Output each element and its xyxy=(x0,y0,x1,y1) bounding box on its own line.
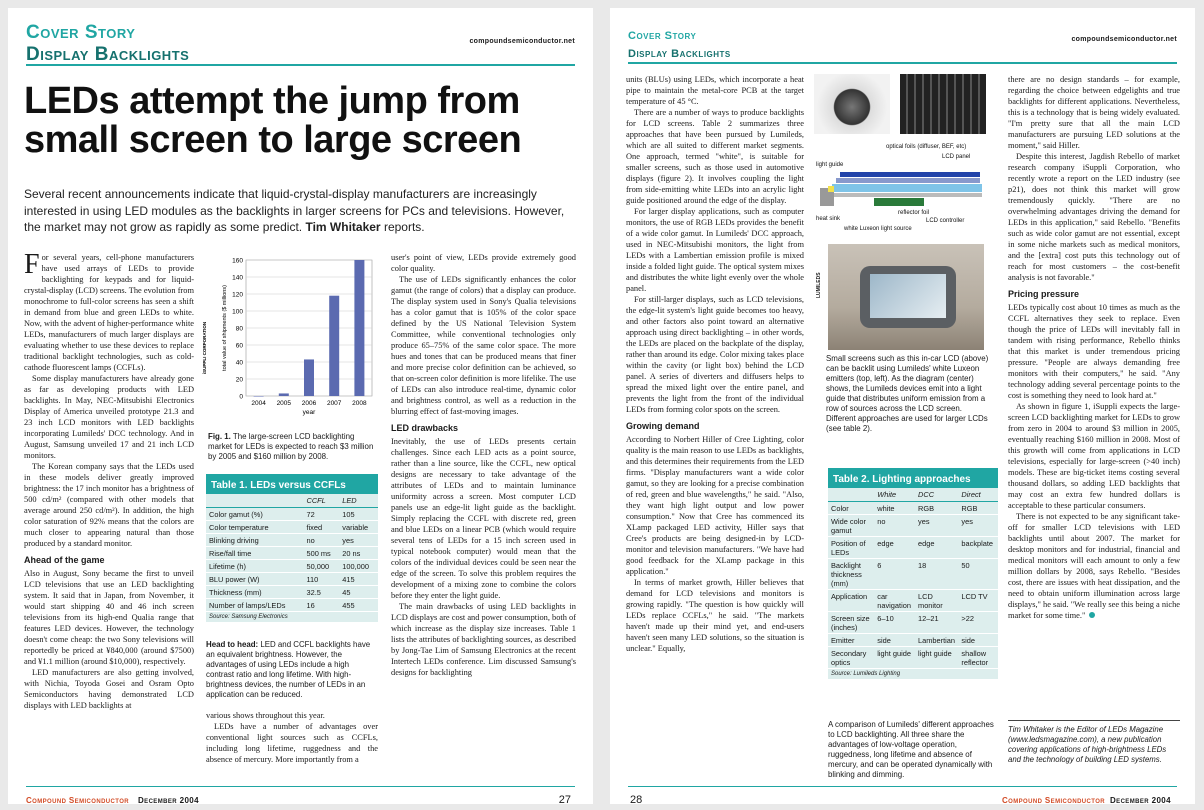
x-tick-label: 2005 xyxy=(276,400,292,407)
cover-story-label: Cover Story xyxy=(628,30,697,42)
table-cell: 110 xyxy=(303,573,339,586)
lcd-panel-shape xyxy=(840,172,980,177)
row-label: Blinking driving xyxy=(206,534,303,547)
column-1: For several years, cell-phone manufacturers have used arrays of LEDs to provide backlighting for keypads and for liquid-crystal-display (LCD) screens. The evolution from monochrome to full-color screens has seen a shift in demand from blue and green LEDs to white. Now, with the advent of higher-performance white LEDs, manufacturers of much larger displays are evaluating whether to use these devices to replace traditional backlight technologies, such as cold-cathode fluorescent lamps (CCFLs). Some display manufacturers have already gone as far as developing products with LED backlights. In May, NEC-Mitsubishi Electronics Display of America unveiled prototype 21.3 and 23 inch LCD monitors with LED backlights incorporating Lumileds' DCC technology. And in August, Samsung unveiled 17 and 21 inch LCD monitors. The Korean company says that the LEDs used in these models deliver greatly improved brightness: the 17 inch monitor has a brightness of 500 cd/m² (compared with other models that average around 250 cd/m²). In addition, the high color saturation of 92% means that the colors are much closer to appearing natural than those produced by a standard monitor. Ahead of the game Also in August, Sony became the first to unveil LCD televisions that use an LED backlighting system. It said that in Japan, from November, it would start shipping 40 and 46 inch screen televisions from its high-end Qualia range that features LED devices. However, the technology doesn't come cheap: the two Sony televisions will reportedly be priced at ¥840,000 (around $7500) and ¥1.1 million (around $10,000), respectively. LED manufacturers are also getting involved, with Nichia, Toyoda Gosei and Osram Opto Semiconductors having demonstrated LCD displays with LED backlights at xyxy=(24,249,194,710)
table-cell: backplate xyxy=(958,537,998,559)
x-tick-label: 2006 xyxy=(301,400,317,407)
luxeon-emitter-photo xyxy=(814,74,890,134)
dropcap: F xyxy=(24,249,40,280)
table-row xyxy=(206,560,378,573)
column-1: units (BLUs) using LEDs, which incorporate a heat pipe to maintain the metal-core PCB at the target temperature of 45 °C. There are a number of ways to produce backlights for LCD screens. Table 2 summarizes three approaches that have been pursued by Lumileds, which are all suited to different market segments. One approach, termed "white", is suitable for smaller screens, such as those used in automotive displays (figure 2). It involves coupling the light from side-emitting white LEDs into an acrylic light guide positioned around the edge of the display. For larger display applications, such as computer monitors, the use of RGB LEDs provides the benefit of a wide color gamut. In Lumileds' DCC approach, used in NEC-Mitsubishi monitors, the light from LEDs with a Lambertian emission profile is mixed inside a folded light guide. The optical system mixes and distributes the white light evenly over the whole panel. For still-larger displays, such as LCD televisions, the edge-lit system's light guide becomes too heavy, and other factors also point toward an alternative approach using direct backlighting – in other words, the LEDs are placed on the backplate of the display, rather than around its edge. Color mixing takes place within the cavity (or light box) behind the LCD panel. A series of diverters and diffusers helps to spread the mixed light over the entire panel, and prevents the light from the front of the individual LEDs from forming color spots on the screen. Growing demand According to Norbert Hiller of Cree Lighting, color quality is the main reason to use LEDs as backlights, and this determines their requirements from the LED firms. "Display manufacturers want a wide color gamut, so they are looking for a precise combination of red, green and blue wavelengths," he said. "Also, they want high light output and low power consumption." Now that Cree has commenced its XLamp packaged LED activity, Hiller says that Cree's products are being designed-in by LCD-monitor and television manufacturers. "We have had good feedback for the XLamp package in this application." In terms of market growth, Hiller believes that demand for LCD televisions and monitors is growing rapidly. "The question is how quickly will LEDs replace CCFLs," he said. "The markets haven't made up their mind yet, and end-users haven't seen many LED solutions, so the situation is unclear." Equally, xyxy=(626,75,804,653)
end-mark xyxy=(1089,612,1095,618)
row-label: Secondary optics xyxy=(828,647,874,669)
table-2-source: Source: Lumileds Lighting xyxy=(831,671,901,677)
column-3: user's point of view, LEDs provide extremely good color quality. The use of LEDs significantly enhances the color gamut (the range of colors) that a display can produce. The display system used in Sony's Qualia televisions has a color gamut that is 105% of the color space defined by the US National Television System Committee, while conventional technologies only produce 65–75% of the same color space. The more hues and tones that can be produced means that finer and more precise color definition can be achieved, so that on-screen color definition is more lifelike. The use of LEDs can also introduce real-time, dynamic color and brightness control, as well as a reduction in the blurring effect of fast-moving images. LED drawbacks Inevitably, the use of LEDs presents certain challenges. Since each LED acts as a point source, rather than a line source, like the CCFL, new optical designs are necessary to take advantage of the attributes of LEDs and to maintain luminance uniformity across a screen. Most computer LCD panels use an edge-lit light guide as the backlight. Simply replacing the CCFL with discrete red, green and blue LEDs on a linear PCB (which would require several tens of LEDs for a 15 inch screen used in typical notebook computer) would mean that the colors of the individual devices could be seen near the edge of the screen. To solve this problem requires the development of a mixing zone to combine the colors before they enter the light guide. The main drawbacks of using LED backlights in LCD displays are cost and power consumption, both of which increase as the display size increases. Table 1 lists the attributes of backlighting sources, as described by Jong-Tae Lim of Samsung Electronics at the recent Intertech LEDs conference. Lim discussed Samsung's designs for backlighting xyxy=(391,253,576,677)
y-tick-label: 160 xyxy=(232,257,243,265)
site-url: compoundsemiconductor.net xyxy=(1071,36,1177,43)
table-cell: 12–21 xyxy=(915,612,958,634)
page-title: LEDs attempt the jump from small screen to large screen xyxy=(24,80,522,161)
table-cell: 45 xyxy=(339,586,378,599)
subhead-growing: Growing demand xyxy=(626,421,700,431)
subhead-pricing: Pricing pressure xyxy=(1008,289,1080,299)
label-reflector-foil: reflector foil xyxy=(898,210,930,216)
bar xyxy=(354,260,364,396)
table-cell: RGB xyxy=(915,502,958,515)
x-axis-label: year xyxy=(302,409,316,416)
table-cell: no xyxy=(303,534,339,547)
row-label: Number of lamps/LEDs xyxy=(206,599,303,612)
table-1-caption: Head to head: LED and CCFL backlights have an equivalent brightness. However, the advantages of using LEDs include a high contrast ratio and long lifetime. With high-brightness devices, the number of LEDs in an application can be reduced. xyxy=(206,640,371,699)
y-tick-label: 100 xyxy=(232,308,243,316)
table-cell: 105 xyxy=(339,508,378,521)
subhead-ahead: Ahead of the game xyxy=(24,555,105,565)
table-cell: edge xyxy=(874,537,915,559)
bar xyxy=(254,396,264,397)
footer-date: December 2004 xyxy=(1110,796,1171,804)
row-label: Position of LEDs xyxy=(828,537,874,559)
column-2-bottom: various shows throughout this year. LEDs have a number of advantages over conventional light sources such as CCFLs, including long lifetime, ruggedness and the absence of mercury. More importantly from a xyxy=(206,711,378,764)
table-cell: no xyxy=(874,515,915,537)
y-tick-label: 120 xyxy=(232,291,243,299)
table-cell: 6–10 xyxy=(874,612,915,634)
footer-rule xyxy=(628,786,1177,787)
table-row xyxy=(828,590,998,612)
label-light-guide: light guide xyxy=(816,162,844,168)
table-row xyxy=(206,508,378,521)
table-1: Table 1. LEDs versus CCFLs CCFL LED Color gamut (%) 72 105 Color temperature fixed variable Blinking driving no yes Rise/fall time 500 ms 20 ns Lifetime (h) 50,000 100,000 BLU power (W) 110 415 Thickness (mm) 32.5 45 Number of lamps/LEDs 16 455 Source: Samsung Electronics xyxy=(206,474,378,622)
y-tick-label: 20 xyxy=(235,376,243,384)
bar xyxy=(279,393,289,396)
section-label: Display Backlights xyxy=(628,48,731,60)
table-row xyxy=(206,586,378,599)
figure-2-caption: Small screens such as this in-car LCD (above) can be backlit using Lumileds' white Luxeon emitters (top, left). As the diagram (center) shows, the Lumileds devices emit into a light guide that distributes uniform emission from a row of sources across the LCD screen. Different approaches are used for larger LCDs (see table 2). xyxy=(826,354,989,433)
chart-credit: iSUPPLI CORPORATION xyxy=(202,321,207,375)
y-tick-label: 0 xyxy=(239,393,243,401)
footer-publication: Compound Semiconductor xyxy=(1002,796,1106,804)
table-cell: 6 xyxy=(874,559,915,590)
row-label: Color temperature xyxy=(206,521,303,534)
table-cell: >22 xyxy=(958,612,998,634)
row-label: Backlight thickness (mm) xyxy=(828,559,874,590)
table-cell: 50 xyxy=(958,559,998,590)
table-row xyxy=(206,521,378,534)
in-car-lcd-photo xyxy=(828,244,984,350)
table-cell: 455 xyxy=(339,599,378,612)
y-axis-label: total value of shipments ($ millions) xyxy=(222,285,228,371)
y-tick-label: 60 xyxy=(235,342,243,350)
label-lcd-controller: LCD controller xyxy=(926,218,965,224)
row-label: BLU power (W) xyxy=(206,573,303,586)
table-cell: 50,000 xyxy=(303,560,339,573)
table-cell: edge xyxy=(915,537,958,559)
lcd-controller-shape xyxy=(874,198,924,206)
cover-story-label: Cover Story xyxy=(26,22,136,43)
standfirst: Several recent announcements indicate that liquid-crystal-display manufacturers are increasingly interested in using LED modules as the backlights in larger screens for PCs and televisions. However, the market may not grow as rapidly as some predict. Tim Whitaker reports. xyxy=(24,187,565,234)
subhead-drawbacks: LED drawbacks xyxy=(391,423,459,433)
row-label: Screen size (inches) xyxy=(828,612,874,634)
footer-date: December 2004 xyxy=(138,796,199,804)
table-cell: RGB xyxy=(958,502,998,515)
light-guide-shape xyxy=(832,184,982,192)
site-url: compoundsemiconductor.net xyxy=(469,38,575,45)
row-label: Color xyxy=(828,502,874,515)
optical-foils-shape xyxy=(836,178,980,183)
table-cell: side xyxy=(958,634,998,647)
row-label: Emitter xyxy=(828,634,874,647)
x-tick-label: 2004 xyxy=(251,400,266,407)
y-tick-label: 40 xyxy=(235,359,243,367)
table-cell: light guide xyxy=(915,647,958,669)
table-cell: side xyxy=(874,634,915,647)
table-cell: 500 ms xyxy=(303,547,339,560)
y-tick-label: 80 xyxy=(235,325,243,333)
table-row xyxy=(828,559,998,590)
section-label: Display Backlights xyxy=(26,44,190,65)
table-cell: Lambertian xyxy=(915,634,958,647)
label-optical-foils: optical foils (diffuser, BEF, etc) xyxy=(886,144,967,150)
table-row xyxy=(828,647,998,669)
y-tick-label: 140 xyxy=(232,274,243,282)
table-2: Table 2. Lighting approaches White DCC Direct Color white RGB RGB Wide color gamut no yes yes Position of LEDs edge edge backplate Backlight thickness (mm) 6 18 50 Application car navigation LCD monitor LCD TV Screen size (inches) 6–10 12–21 >22 Emitter side Lambertian side Secondary optics light guide light guide shallow reflector Source: Lumileds Lighting xyxy=(828,468,998,679)
table-1-source: Source: Samsung Electronics xyxy=(209,614,288,620)
table-row xyxy=(206,573,378,586)
table-cell: 100,000 xyxy=(339,560,378,573)
footer-publication: Compound Semiconductor xyxy=(26,796,130,804)
table-cell: yes xyxy=(958,515,998,537)
row-label: Color gamut (%) xyxy=(206,508,303,521)
table-cell: 20 ns xyxy=(339,547,378,560)
photo-credit: LUMILEDS xyxy=(816,272,822,298)
table-cell: yes xyxy=(915,515,958,537)
table-1-title: Table 1. LEDs versus CCFLs xyxy=(206,477,378,494)
column-3: there are no design standards – for example, regarding the choice between edgelights and true backlights for different applications. Nevertheless, this is a technology that is being widely evaluated. "I'm pretty sure that all the main LCD manufacturers are pursuing LED solutions at the moment," said Hiller. Despite this interest, Jagdish Rebello of market research company iSuppli Corporation, who recently wrote a report on the LED industry (see p21), does not think this market will grow tremendously quickly. "There are no overwhelming advantages driving the demand for LEDs in this application," said Rebello. "Benefits such as wide color gamut are not essential, except in some niche markets such as medical monitors, and the [extra] cost puts this technology out of reach for most customers – the cost-benefit analysis is not favorable." Pricing pressure LEDs typically cost about 10 times as much as the CCFL alternatives they seek to replace. Even though the price of LEDs will inevitably fall in tandem with rising performance, Rebello thinks that this market is under tremendous pricing pressure. "People are always demanding free monitors with their computers," he said. "Any technology adding several percentage points to the cost is something they need to look hard at." As shown in figure 1, iSuppli expects the large-screen LCD backlighting market for LEDs to grow from zero in 2004 to around $3 million in 2005, eventually reaching $160 million in 2008. Most of this growth will come from applications in LCD televisions, especially for large-screen (>40 inch) models. These are big-ticket items costing several thousand dollars, so adding LED backlights that may cost an extra few hundred dollars is acceptable to these particular consumers. There is not expected to be any significant take-off for smaller LCD televisions with LED backlights until about 2007. The market for desktop monitors and for industrial, financial and medical monitors will each amount to only a few million dollars by 2008, says Rebello. "Besides cost, there are issues with heat dissipation, and the need to obtain uniform illumination across large displays," he said. "We really see this being a niche market for some time." xyxy=(1008,75,1180,620)
table-cell: 16 xyxy=(303,599,339,612)
footer-rule xyxy=(26,786,575,787)
row-label: Wide color gamut xyxy=(828,515,874,537)
bar xyxy=(304,359,314,396)
row-label: Application xyxy=(828,590,874,612)
table-cell: 18 xyxy=(915,559,958,590)
author-bio: Tim Whitaker is the Editor of LEDs Magazine (www.ledsmagazine.com), a new publication covering applications of high-brightness LEDs and the technology of building LED systems. xyxy=(1008,720,1180,765)
row-label: Thickness (mm) xyxy=(206,586,303,599)
page-27 xyxy=(8,8,593,804)
table-row xyxy=(828,515,998,537)
page-28 xyxy=(610,8,1195,804)
table-row xyxy=(206,534,378,547)
table-cell: variable xyxy=(339,521,378,534)
label-light-source: white Luxeon light source xyxy=(844,226,912,232)
light-source-shape xyxy=(828,186,834,192)
led-array-photo xyxy=(900,74,986,134)
table-cell: LCD TV xyxy=(958,590,998,612)
table-cell: light guide xyxy=(874,647,915,669)
table-row xyxy=(206,547,378,560)
backlight-diagram xyxy=(814,138,990,238)
table-row xyxy=(206,599,378,612)
table-cell: 415 xyxy=(339,573,378,586)
table-cell: 32.5 xyxy=(303,586,339,599)
table-cell: 72 xyxy=(303,508,339,521)
table-row xyxy=(828,634,998,647)
bar xyxy=(329,296,339,396)
figure-1 xyxy=(200,252,380,432)
table-cell: fixed xyxy=(303,521,339,534)
reflector-foil-shape xyxy=(832,193,982,197)
table-cell: white xyxy=(874,502,915,515)
author-name: Tim Whitaker xyxy=(305,220,381,234)
table-row xyxy=(828,612,998,634)
x-tick-label: 2008 xyxy=(352,400,367,407)
table-2-caption: A comparison of Lumileds' different approaches to LCD backlighting. All three share the advantages of low-voltage operation, ruggedness, long lifetime and absence of mercury, and can be operated dynamically with blinking and dimming. xyxy=(828,720,994,779)
page-number: 28 xyxy=(630,794,643,804)
label-heat-sink: heat sink xyxy=(816,216,841,222)
label-lcd-panel: LCD panel xyxy=(942,154,971,160)
x-tick-label: 2007 xyxy=(326,400,342,407)
row-label: Lifetime (h) xyxy=(206,560,303,573)
table-row xyxy=(828,502,998,515)
page-number: 27 xyxy=(558,794,571,804)
table-row xyxy=(828,537,998,559)
figure-1-caption: Fig. 1. The large-screen LCD backlighting market for LEDs is expected to reach $3 million by 2005 and $160 million by 2008. xyxy=(208,432,374,461)
header-rule xyxy=(628,62,1177,64)
bar-chart xyxy=(200,252,380,432)
row-label: Rise/fall time xyxy=(206,547,303,560)
table-cell: shallow reflector xyxy=(958,647,998,669)
table-cell: LCD monitor xyxy=(915,590,958,612)
table-cell: car navigation xyxy=(874,590,915,612)
header-rule xyxy=(26,64,575,66)
table-cell: yes xyxy=(339,534,378,547)
table-2-title: Table 2. Lighting approaches xyxy=(828,471,998,488)
